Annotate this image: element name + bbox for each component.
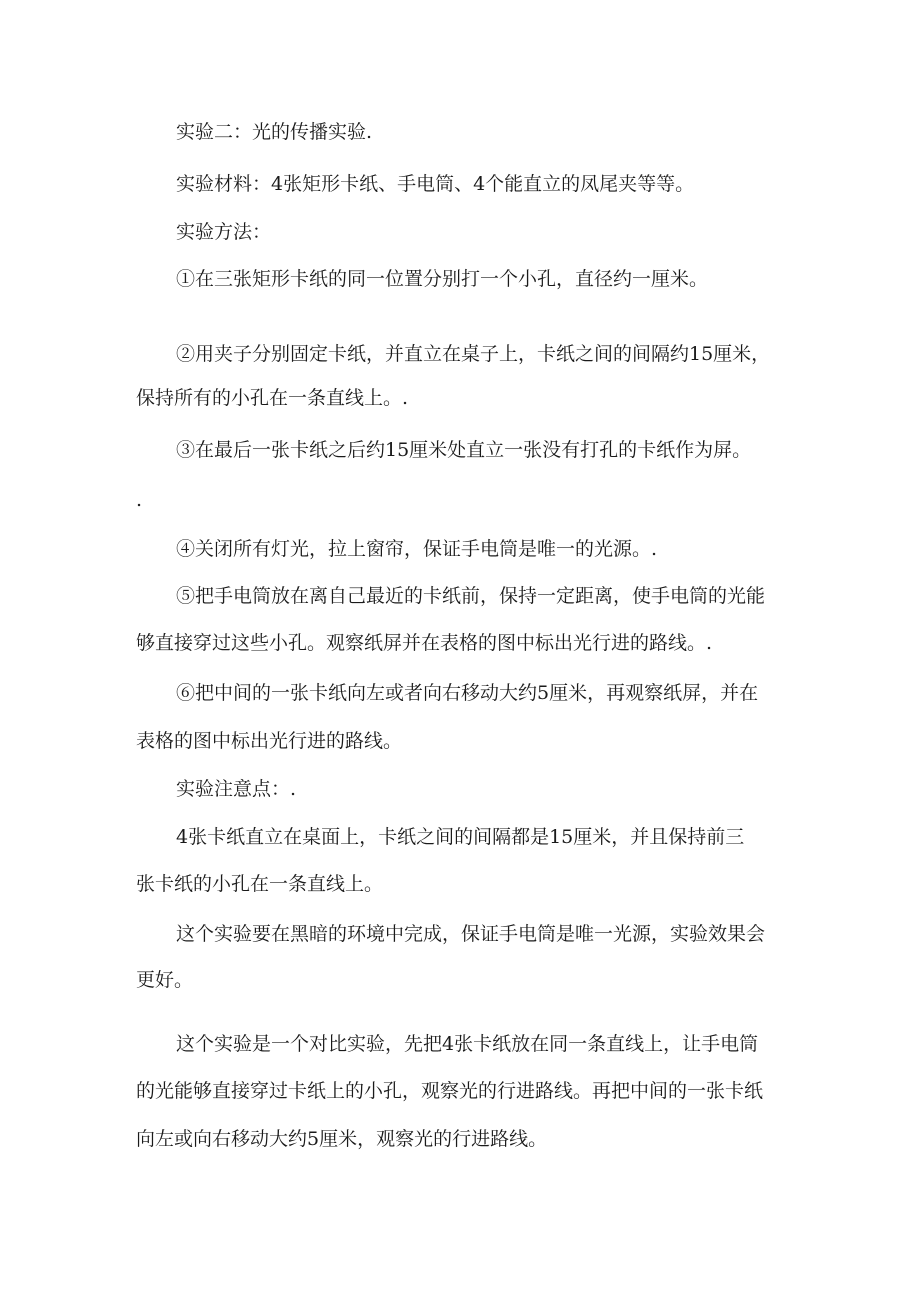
note-1-line-1: 4张卡纸直立在桌面上，卡纸之间的间隔都是15厘米，并且保持前三 (176, 826, 745, 848)
step-5-line-2: 够直接穿过这些小孔。观察纸屏并在表格的图中标出光行进的路线。. (136, 632, 713, 654)
step-6-line-1: ⑥把中间的一张卡纸向左或者向右移动大约5厘米，再观察纸屏，并在 (176, 682, 759, 704)
summary-line-3: 向左或向右移动大约5厘米，观察光的行进路线。 (136, 1128, 548, 1150)
step-6-line-2: 表格的图中标出光行进的路线。 (136, 730, 403, 752)
summary-line-1: 这个实验是一个对比实验，先把4张卡纸放在同一条直线上，让手电筒 (176, 1033, 759, 1055)
note-1-line-2: 张卡纸的小孔在一条直线上。 (136, 873, 384, 895)
step-5-line-1: ⑤把手电筒放在离自己最近的卡纸前，保持一定距离，使手电筒的光能 (176, 585, 766, 607)
note-2-line-1: 这个实验要在黑暗的环境中完成，保证手电筒是唯一光源，实验效果会 (176, 923, 766, 945)
step-3-line-2: . (136, 489, 143, 511)
summary-line-2: 的光能够直接穿过卡纸上的小孔，观察光的行进路线。再把中间的一张卡纸 (136, 1080, 764, 1102)
notes-heading: 实验注意点：. (176, 778, 297, 800)
step-4-line-1: ④关闭所有灯光，拉上窗帘，保证手电筒是唯一的光源。. (176, 538, 658, 560)
step-2-line-2: 保持所有的小孔在一条直线上。. (136, 387, 409, 409)
method-heading: 实验方法： (176, 221, 272, 243)
materials-line: 实验材料：4张矩形卡纸、手电筒、4个能直立的凤尾夹等等。 (176, 173, 695, 195)
step-3-line-1: ③在最后一张卡纸之后约15厘米处直立一张没有打孔的卡纸作为屏。 (176, 439, 752, 461)
step-1-line-1: ①在三张矩形卡纸的同一位置分别打一个小孔，直径约一厘米。 (176, 268, 709, 290)
step-2-line-1: ②用夹子分别固定卡纸，并直立在桌子上，卡纸之间的间隔约15厘米， (176, 343, 771, 365)
note-2-line-2: 更好。 (136, 969, 194, 991)
experiment-title: 实验二：光的传播实验. (176, 121, 373, 143)
